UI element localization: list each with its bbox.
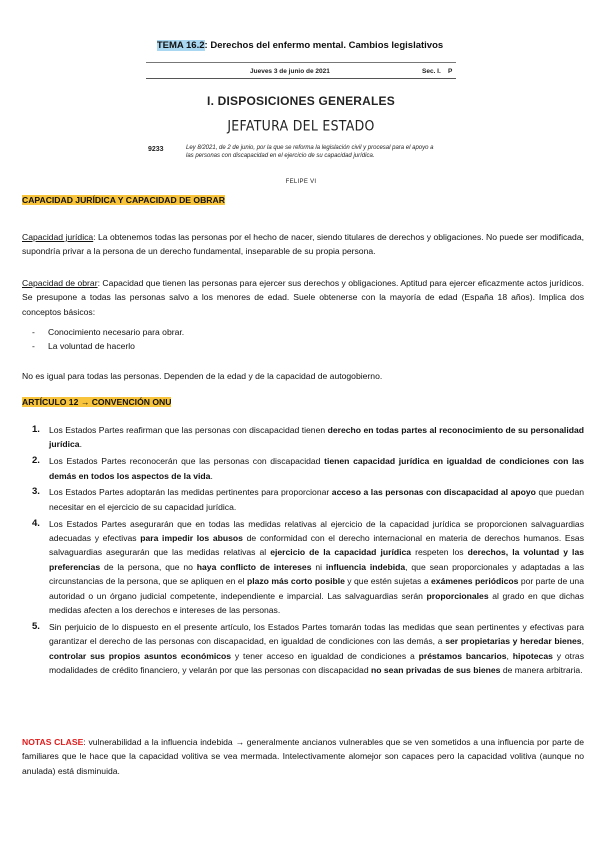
text: de la persona, que no [100, 561, 197, 572]
text: . [210, 470, 213, 481]
text: al grado en que dichas medidas afecten a los derechos e intereses de las personas. [49, 590, 584, 616]
bold-text: derechos, la voluntad y las preferencias [49, 547, 585, 572]
boe-header-line [146, 66, 456, 79]
bold-text: proporcionales [426, 590, 489, 601]
article-item-number: 5. [32, 620, 40, 632]
boe-date: Jueves 3 de junio de 2021 [250, 68, 330, 75]
boe-signature: FELIPE VI [285, 179, 317, 185]
article-12-list [22, 423, 584, 680]
article-item [22, 454, 584, 483]
article-item-number: 2. [32, 455, 40, 467]
section-heading-text: CAPACIDAD JURÍDICA Y CAPACIDAD DE OBRAR [22, 195, 225, 205]
article-item-number: 1. [32, 424, 40, 435]
bold-text: préstamos bancarios [418, 650, 507, 661]
text: por parte de una autoridad o un órgano judicial competente, independiente e imparcial. Las salvaguardias serán [49, 576, 584, 601]
text: . [79, 439, 82, 450]
text: de conformidad con el derecho internacional en materia de derechos humanos. Esas salvaguardias asegurarán que las medidas relativas al [49, 533, 585, 558]
document-title [0, 40, 600, 51]
text: y tener acceso en igualdad de condiciones a [231, 650, 419, 661]
bold-text: derecho en todas partes al reconocimiento de su personalidad jurídica [49, 425, 584, 450]
boe-section: Sec. I. [422, 68, 441, 75]
text: Los Estados Partes reconocerán que las personas con discapacidad [49, 456, 325, 467]
boe-heading-jefatura: JEFATURA DEL ESTADO [227, 116, 375, 135]
text: , que sean proporcionales y adaptadas a las circunstancias de la persona, que se apliquen en el [49, 561, 585, 587]
text: ni [311, 561, 326, 572]
section-heading-text: ARTÍCULO 12 → CONVENCIÓN ONU [22, 397, 172, 407]
bold-text: no sean privadas de sus bienes [371, 665, 501, 676]
bullet-text: La voluntad de hacerlo [48, 341, 135, 352]
bold-text: influencia indebida [325, 561, 406, 572]
text: y otras modalidades de crédito financiero, y velarán por que las personas con discapacidad [49, 650, 585, 676]
article-item [22, 423, 584, 452]
section-heading-articulo-12 [22, 395, 171, 409]
text: y que estén sujetas a [344, 576, 432, 587]
text: respeten los [411, 547, 468, 558]
text: de manera arbitraria. [500, 665, 583, 676]
article-item-number: 3. [32, 486, 40, 498]
text: Los Estados Partes adoptarán las medidas pertinentes para proporcionar [49, 487, 332, 498]
bullet-dash: - [32, 341, 35, 352]
text: Los Estados Partes reafirman que las personas con discapacidad tienen [49, 425, 328, 435]
definition-capacidad-juridica: : La obtenemos todas las personas por el hecho de nacer, siendo titulares de derechos y obligaciones. No puede ser modificada, supondría privar a la persona de un derecho fundamental, inseparable de su propia persona. [22, 232, 584, 257]
text: Sin perjuicio de lo dispuesto en el presente artículo, los Estados Partes tomarán todas las medidas que sean pertinentes y efectivas para garantizar el derecho de las personas con discapacidad, en igualdad de condiciones con las demás, a [49, 621, 584, 647]
text: , [581, 636, 584, 647]
bold-text: para impedir los abusos [140, 533, 243, 544]
bold-text: plazo más corto posible [246, 576, 345, 587]
boe-heading-disposiciones: I. DISPOSICIONES GENERALES [207, 94, 395, 108]
topic-number: TEMA 16.2 [156, 40, 205, 51]
notes-label: NOTAS CLASE [22, 737, 84, 747]
term-capacidad-juridica: Capacidad jurídica [22, 232, 94, 242]
bold-text: hipotecas [512, 650, 553, 661]
bold-text: tienen capacidad jurídica en igualdad de condiciones con las demás en todos los aspectos de la vida [49, 456, 584, 481]
list-item [32, 339, 572, 353]
bold-text: ser propietarias y heredar bienes [445, 636, 582, 647]
boe-law-title: Ley 8/2021, de 2 de junio, por la que se reforma la legislación civil y procesal para el apoyo a las personas con discapacidad en el ejercicio de su capacidad jurídica. [186, 145, 434, 159]
boe-excerpt-image [146, 62, 456, 191]
bold-text: acceso a las personas con discapacidad al apoyo [331, 487, 536, 498]
bold-text: haya conflicto de intereses [196, 561, 312, 572]
paragraph-capacidad-obrar [22, 276, 584, 319]
bullet-text: Conocimiento necesario para obrar. [48, 327, 185, 337]
boe-number: 9233 [148, 146, 164, 153]
paragraph-not-equal: No es igual para todas las personas. Dependen de la edad y de la capacidad de autogobierno. [22, 371, 383, 381]
list-item [32, 325, 572, 339]
article-item [22, 485, 584, 514]
paragraph-class-notes [22, 735, 584, 778]
notes-text: : vulnerabilidad a la influencia indebida → generalmente ancianos vulnerables que se ven sometidos a una influencia por parte de familiares que le hace que la capacidad volitiva se vea mermada. Intelectivamente alomejor son capaces pero la capacidad volitiva (aunque no anulada) está disminuida. [22, 737, 584, 776]
boe-page: P [448, 68, 453, 75]
bullet-list [32, 325, 572, 354]
text: , [506, 650, 513, 661]
term-capacidad-obrar: Capacidad de obrar [22, 278, 98, 288]
article-item [22, 517, 584, 618]
text: Los Estados Partes asegurarán que en todas las medidas relativas al ejercicio de la capacidad jurídica se proporcionen salvaguardias adecuadas y efectivas [49, 518, 584, 544]
bold-text: controlar sus propios asuntos económicos [49, 650, 232, 661]
article-item [22, 620, 584, 678]
article-item-number: 4. [32, 517, 40, 529]
bold-text: exámenes periódicos [431, 576, 519, 587]
paragraph-capacidad-juridica [22, 230, 584, 259]
definition-capacidad-obrar: : Capacidad que tienen las personas para ejercer sus derechos y obligaciones. Aptitud para ejercer eficazmente actos jurídicos. Se presupone a todas las personas salvo a los menores de edad. Suele obtenerse con la mayoría de edad (España 18 años). Implica dos conceptos básicos: [22, 278, 584, 317]
bold-text: ejercicio de la capacidad jurídica [270, 547, 412, 558]
topic-title: : Derechos del enfermo mental. Cambios legislativos [204, 40, 444, 51]
section-heading-capacidad [22, 193, 225, 207]
text: que puedan necesitar en el ejercicio de su capacidad jurídica. [49, 487, 585, 512]
bullet-dash: - [32, 327, 35, 337]
